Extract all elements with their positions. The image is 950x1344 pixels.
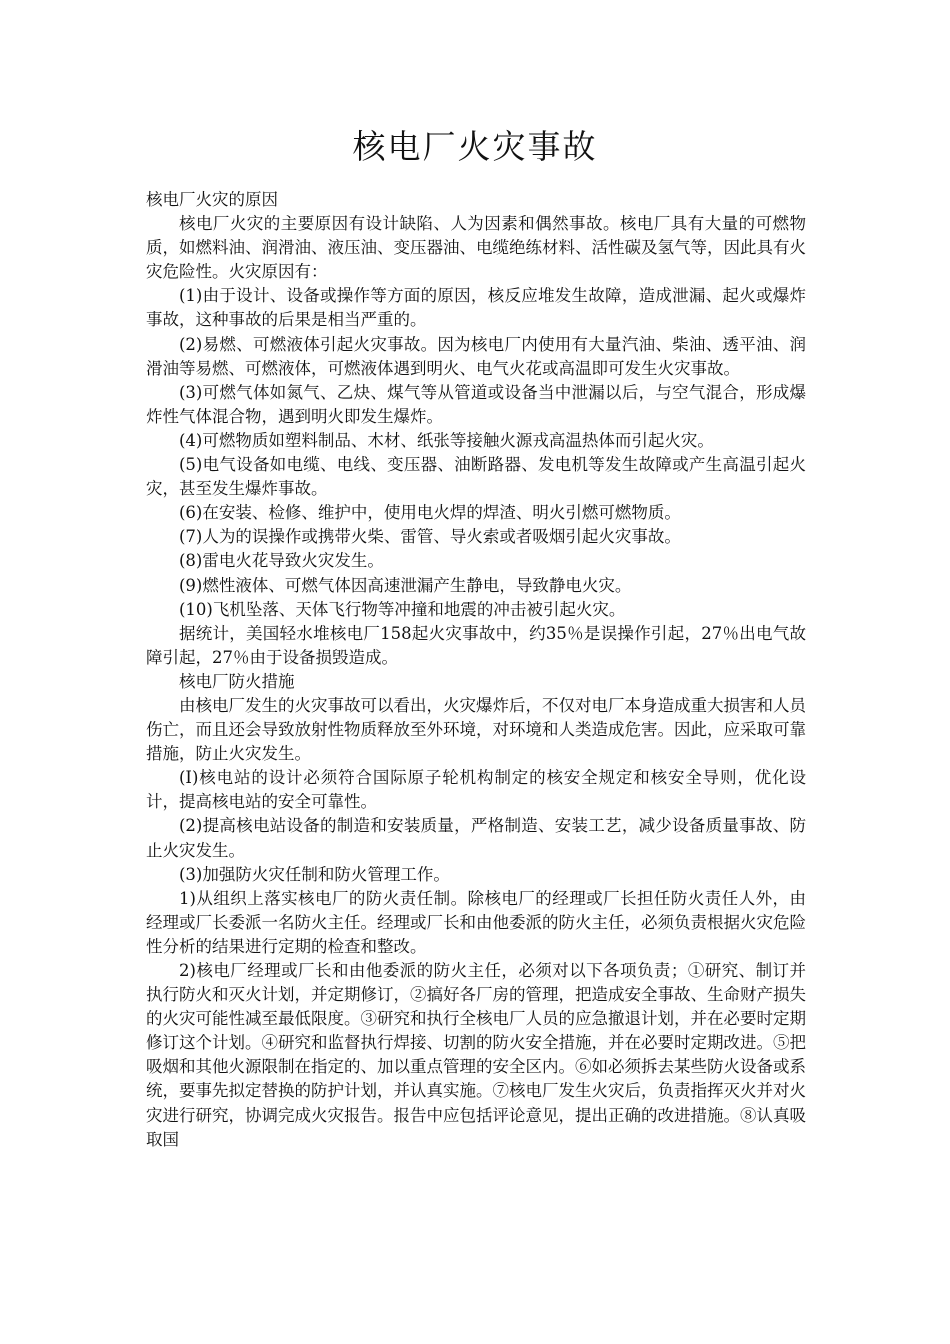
paragraph-3: (2)易燃、可燃液体引起火灾事故。因为核电厂内使用有大量汽油、柴油、透平油、润滑油等易燃、可燃液体，可燃液体遇到明火、电气火花或高温即可发生火灾事故。 [146, 334, 806, 378]
paragraph-9: (8)雷电火花导致火灾发生。 [179, 551, 384, 571]
document-body [146, 188, 806, 1152]
paragraph-5: (4)可燃物质如塑料制品、木材、纸张等接触火源戎高温热体而引起火灾。 [179, 430, 714, 450]
paragraph-19: 2)核电厂经理或厂长和由他委派的防火主任，必须对以下各项负责；①研究、制订并执行防火和灭火计划，并定期修订，②搞好各厂房的管理，把造成安全事故、生命财产损失的火灾可能性减至最低限度。③研究和执行全核电厂人员的应急撤退计划，并在必要时定期修订这个计划。④研究和监督执行焊接、切割的防火安全措施，并在必要时定期改进。⑤把吸烟和其他火源限制在指定的、加以重点管理的安全区内。⑥如必须拆去某些防火设备或系统，要事先拟定替换的防护计划，并认真实施。⑦核电厂发生火灾后，负责指挥灭火并对火灾进行研究，协调完成火灾报告。报告中应包括评论意见，提出正确的改进措施。⑧认真吸取国 [146, 961, 806, 1149]
paragraph-1: 核电厂火灾的主要原因有设计缺陷、人为因素和偶然事故。核电厂具有大量的可燃物质，如燃料油、润滑油、液压油、变压器油、电缆绝练材料、活性碳及氢气等，因此具有火灾危险性。火灾原因有： [146, 214, 806, 282]
paragraph-18: 1)从组织上落实核电厂的防火责任制。除核电厂的经理或厂长担任防火责任人外，由经理或厂长委派一名防火主任。经理或厂长和由他委派的防火主任，必须负责根据火灾危险性分析的结果进行定期的检查和整改。 [146, 888, 806, 956]
paragraph-17: (3)加强防火灾任制和防火管理工作。 [179, 864, 450, 884]
paragraph-7: (6)在安装、检修、维护中，使用电火焊的焊渣、明火引燃可燃物质。 [179, 503, 681, 523]
paragraph-12: 据统计，美国轻水堆核电厂158起火灾事故中，约35％是误操作引起，27％出电气故障引起，27％由于设备损毁造成。 [146, 623, 806, 667]
paragraph-6: (5)电气设备如电缆、电线、变压器、油断路器、发电机等发生故障或产生高温引起火灾，甚至发生爆炸事故。 [146, 455, 806, 499]
paragraph-0: 核电厂火灾的原因 [146, 190, 278, 209]
paragraph-2: (1)由于设计、设备或操作等方面的原因，核反应堆发生故障，造成泄漏、起火或爆炸事故，这种事故的后果是相当严重的。 [146, 286, 806, 330]
paragraph-10: (9)燃性液体、可燃气体因高速泄漏产生静电，导致静电火灾。 [179, 575, 632, 595]
document-title: 核电厂火灾事故 [352, 127, 598, 167]
paragraph-8: (7)人为的误操作或携带火柴、雷管、导火索或者吸烟引起火灾事故。 [179, 527, 681, 547]
paragraph-13: 核电厂防火措施 [179, 671, 295, 691]
paragraph-16: (2)提高核电站设备的制造和安装质量，严格制造、安装工艺，减少设备质量事故、防止火灾发生。 [146, 816, 806, 860]
paragraph-11: (10)飞机坠落、天体飞行物等冲撞和地震的冲击被引起火灾。 [179, 599, 626, 619]
paragraph-14: 由核电厂发生的火灾事故可以看出，火灾爆炸后，不仅对电厂本身造成重大损害和人员伤亡，而且还会导致放射性物质释放至外环境，对环境和人类造成危害。因此，应采取可靠措施，防止火灾发生。 [146, 695, 806, 764]
paragraph-4: (3)可燃气体如氮气、乙炔、煤气等从管道或设备当中泄漏以后，与空气混合，形成爆炸性气体混合物，遇到明火即发生爆炸。 [146, 382, 806, 426]
paragraph-15: (I)核电站的设计必须符合国际原子轮机构制定的核安全规定和核安全导则，优化设计，提高核电站的安全可靠性。 [146, 768, 806, 812]
